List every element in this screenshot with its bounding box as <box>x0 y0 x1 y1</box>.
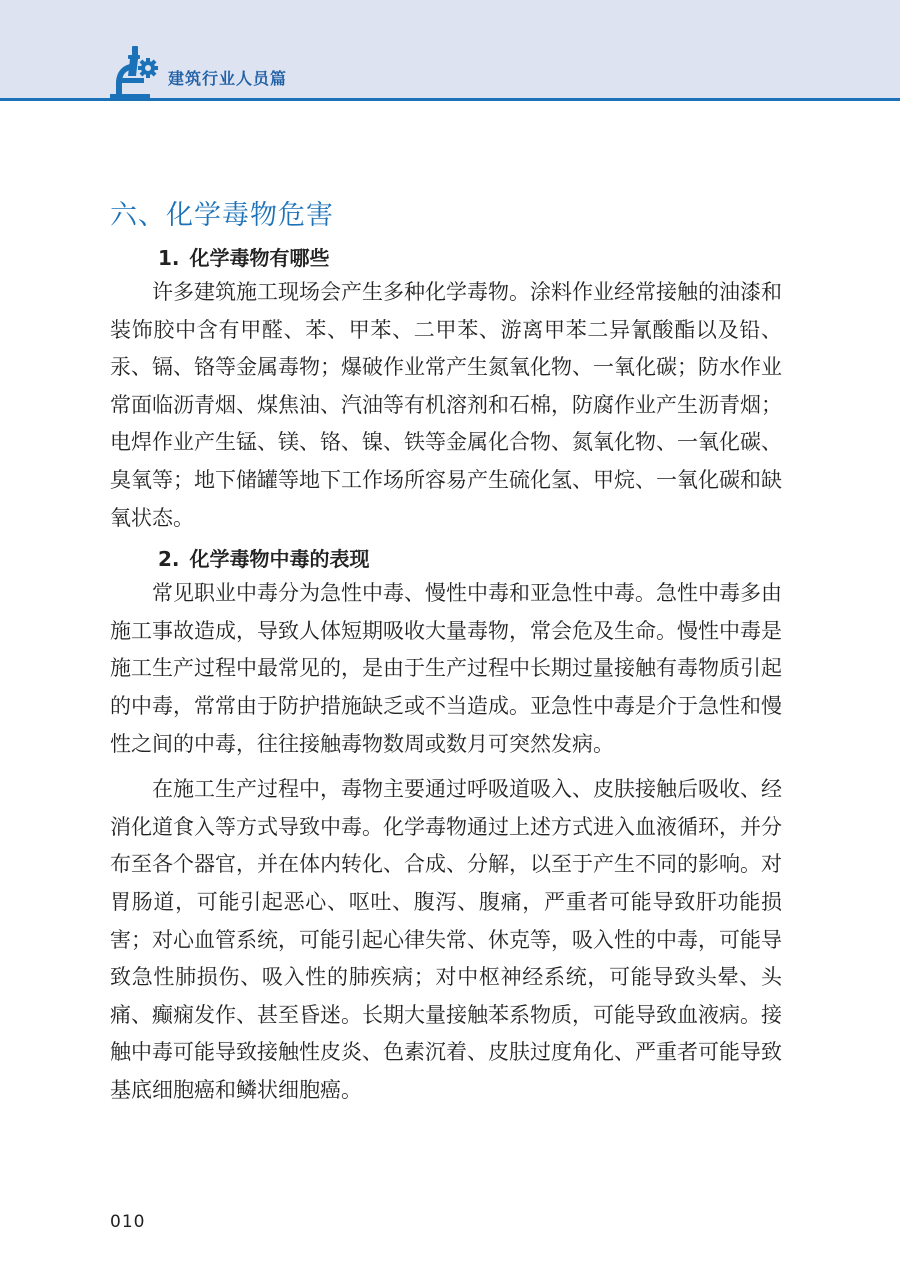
subsection-title: 化学毒物有哪些 <box>189 246 330 270</box>
body-paragraph: 常见职业中毒分为急性中毒、慢性中毒和亚急性中毒。急性中毒多由施工事故造成，导致人体短期吸收大量毒物，常会危及生命。慢性中毒是施工生产过程中最常见的，是由于生产过程中长期过量接触有毒物质引起的中毒，常常由于防护措施缺乏或不当造成。亚急性中毒是介于急性和慢性之间的中毒，往往接触毒物数周或数月可突然发病。 <box>110 581 782 756</box>
body-paragraph: 在施工生产过程中，毒物主要通过呼吸道吸入、皮肤接触后吸收、经消化道食入等方式导致中毒。化学毒物通过上述方式进入血液循环，并分布至各个器官，并在体内转化、合成、分解，以至于产生不同的影响。对胃肠道，可能引起恶心、呕吐、腹泻、腹痛，严重者可能导致肝功能损害；对心血管系统，可能引起心律失常、休克等，吸入性的中毒，可能导致急性肺损伤、吸入性的肺疾病；对中枢神经系统，可能导致头晕、头痛、癫痫发作、甚至昏迷。长期大量接触苯系物质，可能导致血液病。接触中毒可能导致接触性皮炎、色素沉着、皮肤过度角化、严重者可能导致基底细胞癌和鳞状细胞癌。 <box>110 777 782 1102</box>
subsection-number: 1. <box>158 246 180 270</box>
page-number: 010 <box>110 1212 146 1232</box>
subsection-heading <box>110 545 782 573</box>
subsection-number: 2. <box>158 547 180 572</box>
body-paragraph: 许多建筑施工现场会产生多种化学毒物。涂料作业经常接触的油漆和装饰胶中含有甲醛、苯、甲苯、二甲苯、游离甲苯二异氰酸酯以及铅、汞、镉、铬等金属毒物；爆破作业常产生氮氧化物、一氧化碳；防水作业常面临沥青烟、煤焦油、汽油等有机溶剂和石棉，防腐作业产生沥青烟；电焊作业产生锰、镁、铬、镍、铁等金属化合物、氮氧化物、一氧化碳、臭氧等；地下储罐等地下工作场所容易产生硫化氢、甲烷、一氧化碳和缺氧状态。 <box>110 280 782 530</box>
header-title: 建筑行业人员篇 <box>168 69 288 88</box>
page-content <box>110 196 782 1109</box>
section-title: 六、化学毒物危害 <box>110 200 334 231</box>
microscope-gear-logo-icon <box>108 44 160 100</box>
subsection-title: 化学毒物中毒的表现 <box>189 547 370 572</box>
subsection-heading <box>110 244 782 272</box>
